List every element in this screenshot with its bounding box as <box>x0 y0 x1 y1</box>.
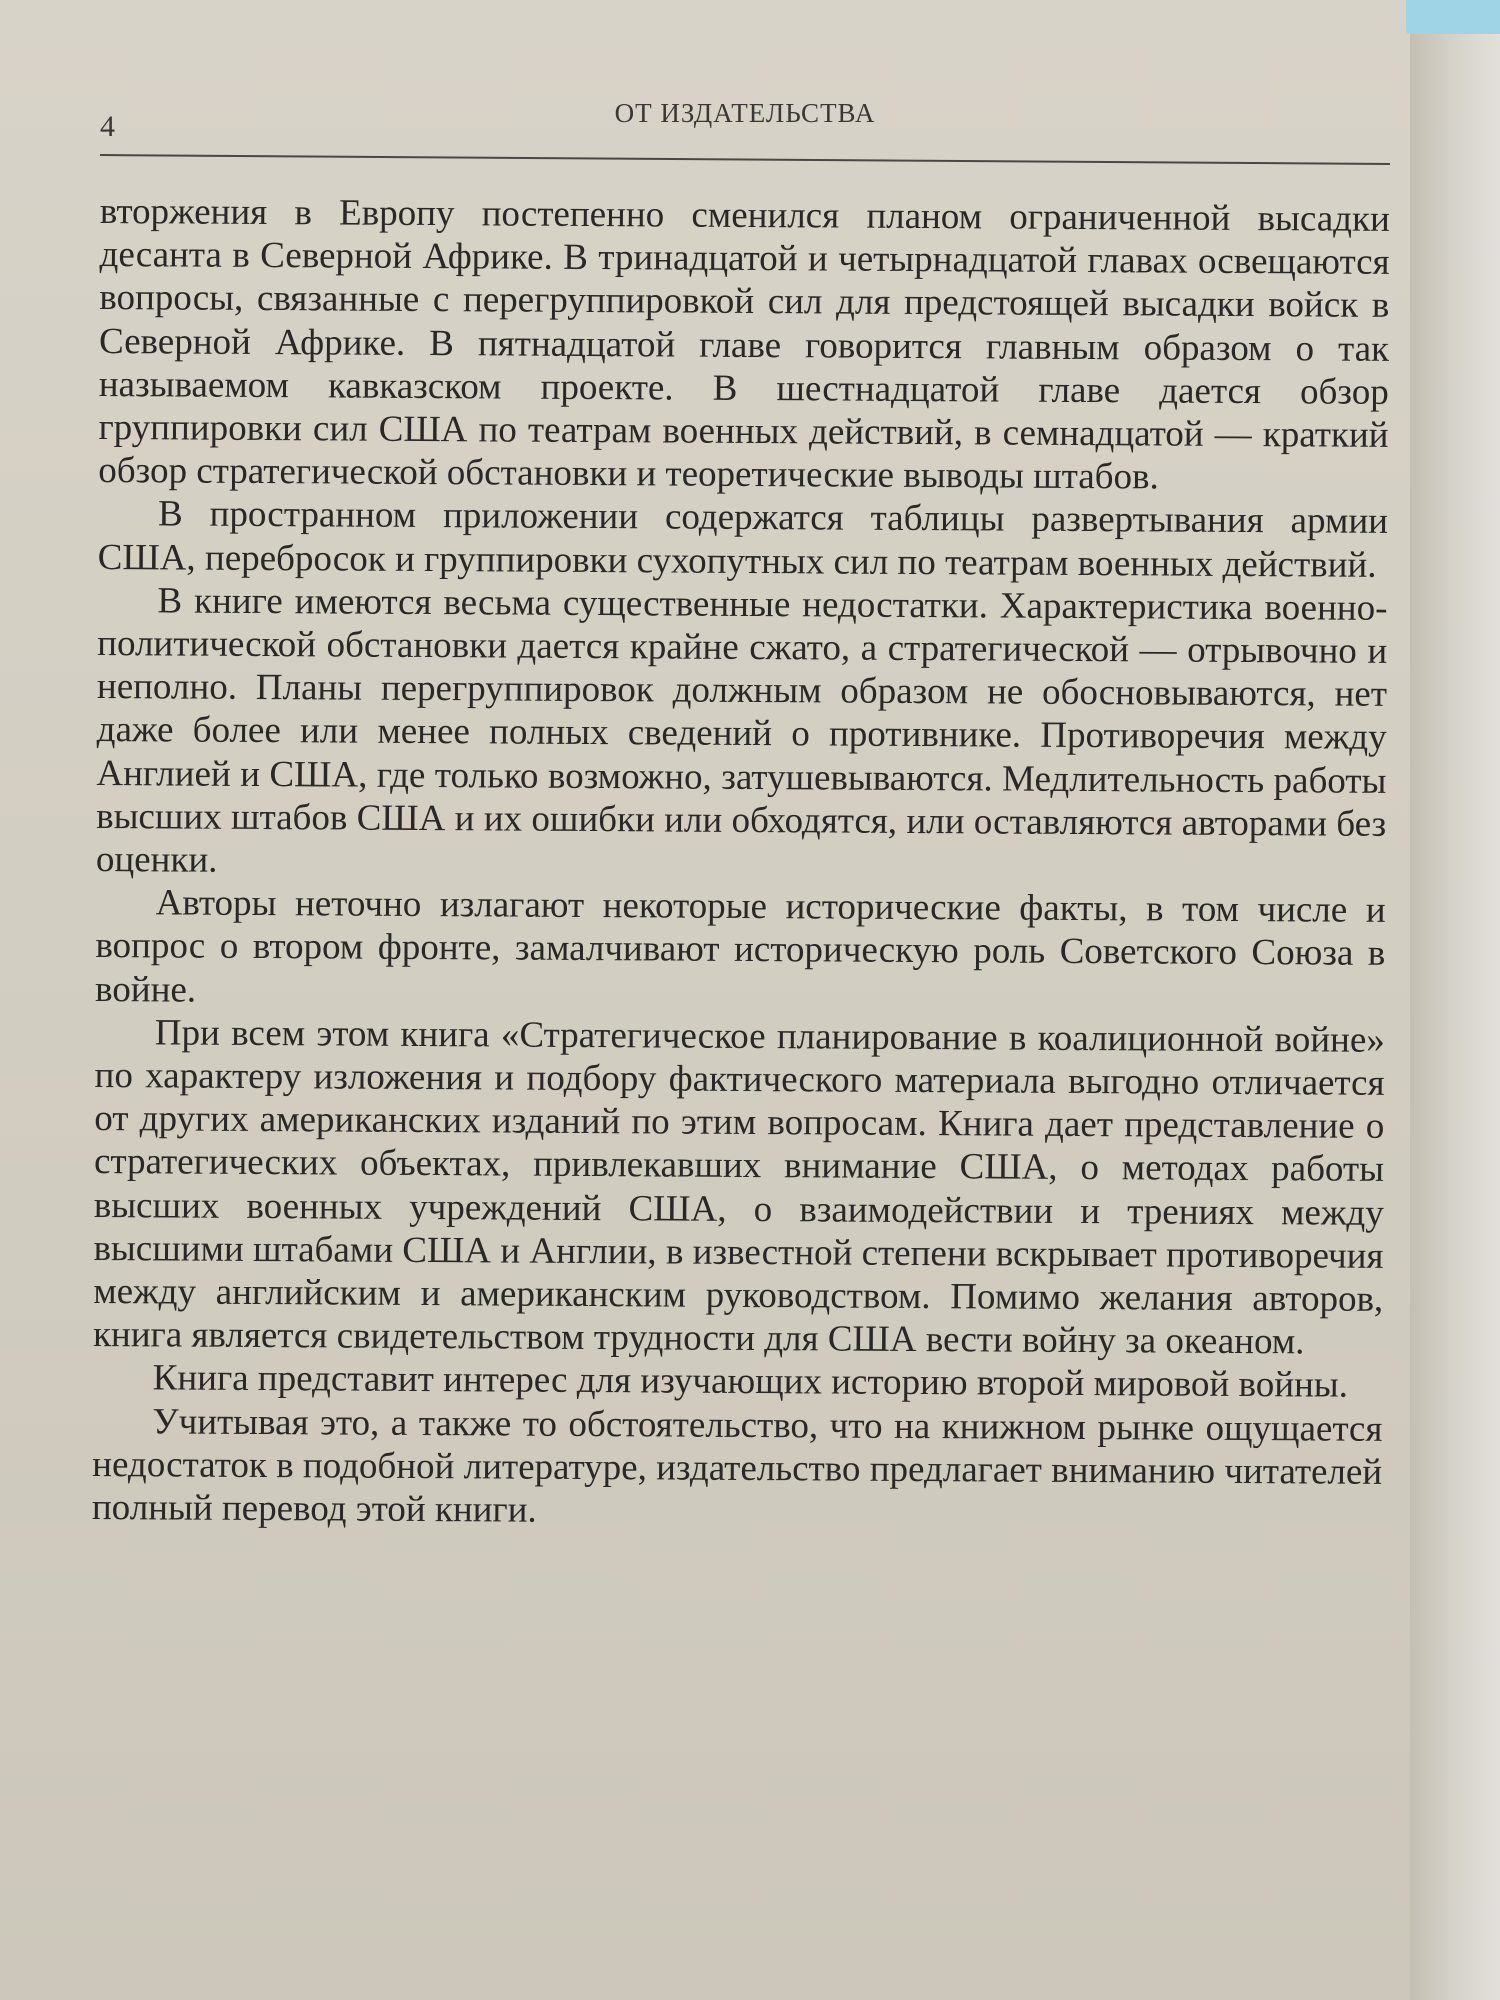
paragraph-appendix: В пространном приложении содержатся таблицы развертывания армии США, перебросок и группировки сухопутных сил по театрам военных действий. <box>97 493 1389 586</box>
paragraph-inaccuracies: Авторы неточно излагают некоторые исторические факты, в том числе и вопрос о втором фронте, замалчивают историческую роль Советского Союза в войне. <box>94 882 1386 1011</box>
background-corner <box>1406 0 1500 34</box>
body-text <box>92 190 1390 1537</box>
running-title: ОТ ИЗДАТЕЛЬСТВА <box>614 98 876 128</box>
header-rule <box>100 154 1390 165</box>
adjacent-page-edge <box>1410 0 1500 2000</box>
paragraph-interest: Книга представит интерес для изучающих историю второй мировой войны. <box>152 1357 1349 1407</box>
page-header <box>100 92 1390 152</box>
paragraph-shortcomings: В книге имеются весьма существенные недостатки. Характеристика военно-политической обстановки дается крайне сжато, а стратегической — отрывочно и неполно. Планы перегруппировок должным образом не обосновываются, нет даже более или менее полных сведений о противнике. Противоречия между Англией и США, где только возможно, затушевываются. Медлительность работы высших штабов США и их ошибки или обходятся, или оставляются авторами без оценки. <box>95 580 1388 881</box>
page-number: 4 <box>100 110 115 143</box>
paragraph-continuation: вторжения в Европу постепенно сменился планом ограниченной высадки десанта в Северной Африке. В тринадцатой и четырнадцатой главах освещаются вопросы, связанные с перегруппировкой сил для предстоящей высадки войск в Северной Африке. В пятнадцатой главе говорится главным образом о так называемом кавказском проекте. В шестнадцатой главе дается обзор группировки сил США по театрам военных действий, в семнадцатой — краткий обзор стратегической обстановки и теоретические выводы штабов. <box>98 190 1390 498</box>
paragraph-conclusion: Учитывая это, а также то обстоятельство, что на книжном рынке ощущается недостаток в подобной литературе, издательство предлагает вниманию читателей полный перевод этой книги. <box>91 1401 1383 1531</box>
paragraph-merits: При всем этом книга «Стратегическое планирование в коалиционной войне» по характеру изложения и подбору фактического материала выгодно отличается от других американских изданий по этим вопросам. Книга дает представление о стратегических объектах, привлекавших внимание США, о методах работы высших военных учреждений США, о взаимодействии и трениях между высшими штабами США и Англии, в известной степени вскрывает противоречия между английским и американским руководством. Помимо желания авторов, книга является свидетельством трудности для США вести войну за океаном. <box>92 1012 1385 1363</box>
